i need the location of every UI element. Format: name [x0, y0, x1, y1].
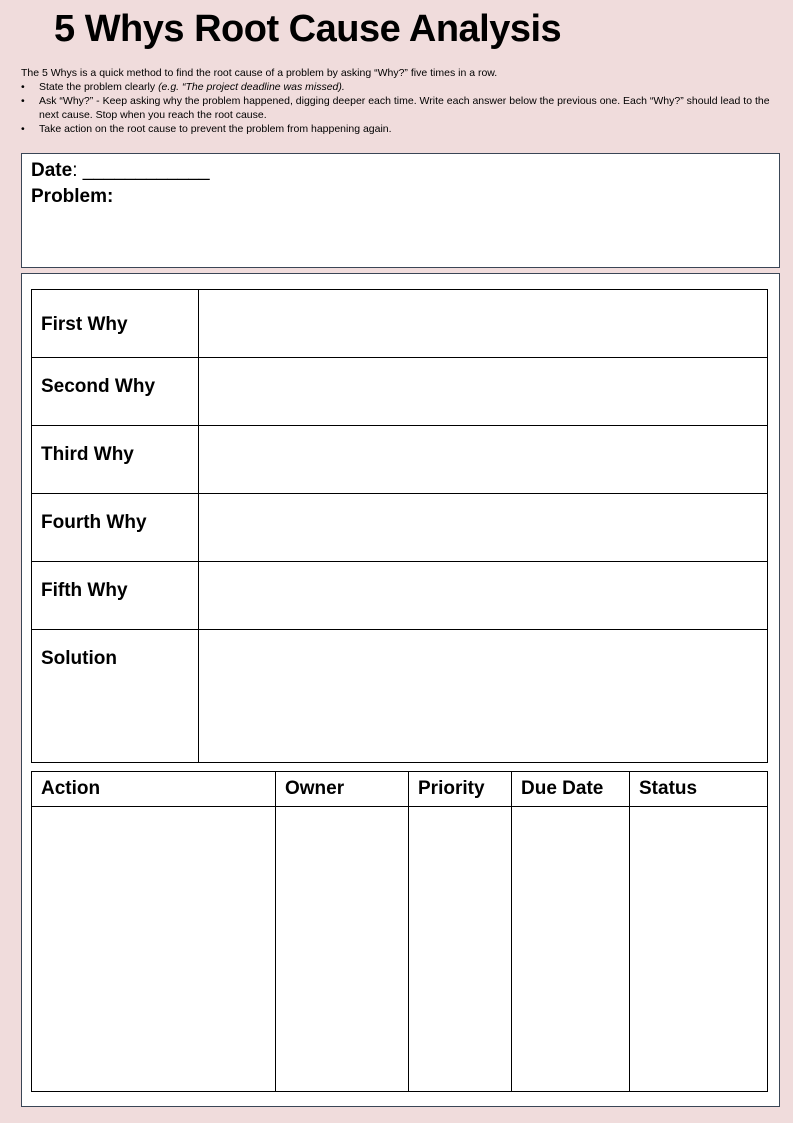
column-header: Owner	[276, 772, 409, 807]
due-date-cell[interactable]	[512, 807, 630, 1092]
column-header: Status	[630, 772, 768, 807]
priority-cell[interactable]	[409, 807, 512, 1092]
date-blank[interactable]: : ____________	[72, 160, 210, 181]
why-label: Fifth Why	[32, 562, 199, 630]
intro-lead: The 5 Whys is a quick method to find the root cause of a problem by asking “Why?” five times in a row.	[21, 67, 498, 79]
solution-label: Solution	[32, 630, 199, 763]
why-answer-cell[interactable]	[199, 494, 768, 562]
analysis-box	[21, 273, 780, 1107]
page-title: 5 Whys Root Cause Analysis	[54, 8, 562, 50]
why-label: First Why	[32, 290, 199, 358]
problem-label: Problem:	[31, 186, 114, 207]
bullet-text: State the problem clearly	[39, 81, 159, 93]
column-header: Action	[32, 772, 276, 807]
why-answer-cell[interactable]	[199, 358, 768, 426]
instruction-bullet: • Ask “Why?” - Keep asking why the problem happened, digging deeper each time. Write each answer below the previous one. Each “Why?” should lead to the next cause. Stop when you reach the root cause.	[21, 94, 781, 122]
why-label: Fourth Why	[32, 494, 199, 562]
whys-table	[31, 289, 768, 763]
owner-cell[interactable]	[276, 807, 409, 1092]
why-answer-cell[interactable]	[199, 562, 768, 630]
instructions	[21, 66, 781, 136]
column-header: Priority	[409, 772, 512, 807]
why-answer-cell[interactable]	[199, 290, 768, 358]
instruction-bullet: • Take action on the root cause to prevent the problem from happening again.	[21, 122, 781, 136]
solution-cell[interactable]	[199, 630, 768, 763]
why-label: Second Why	[32, 358, 199, 426]
instruction-bullet	[21, 80, 781, 94]
date-label: Date	[31, 160, 73, 181]
column-header: Due Date	[512, 772, 630, 807]
action-table	[31, 771, 768, 1092]
why-label: Third Why	[32, 426, 199, 494]
action-cell[interactable]	[32, 807, 276, 1092]
status-cell[interactable]	[630, 807, 768, 1092]
example-text: (e.g. “The project deadline was missed).	[158, 81, 345, 93]
problem-box[interactable]	[21, 153, 780, 268]
date-field[interactable]	[31, 160, 210, 182]
why-answer-cell[interactable]	[199, 426, 768, 494]
